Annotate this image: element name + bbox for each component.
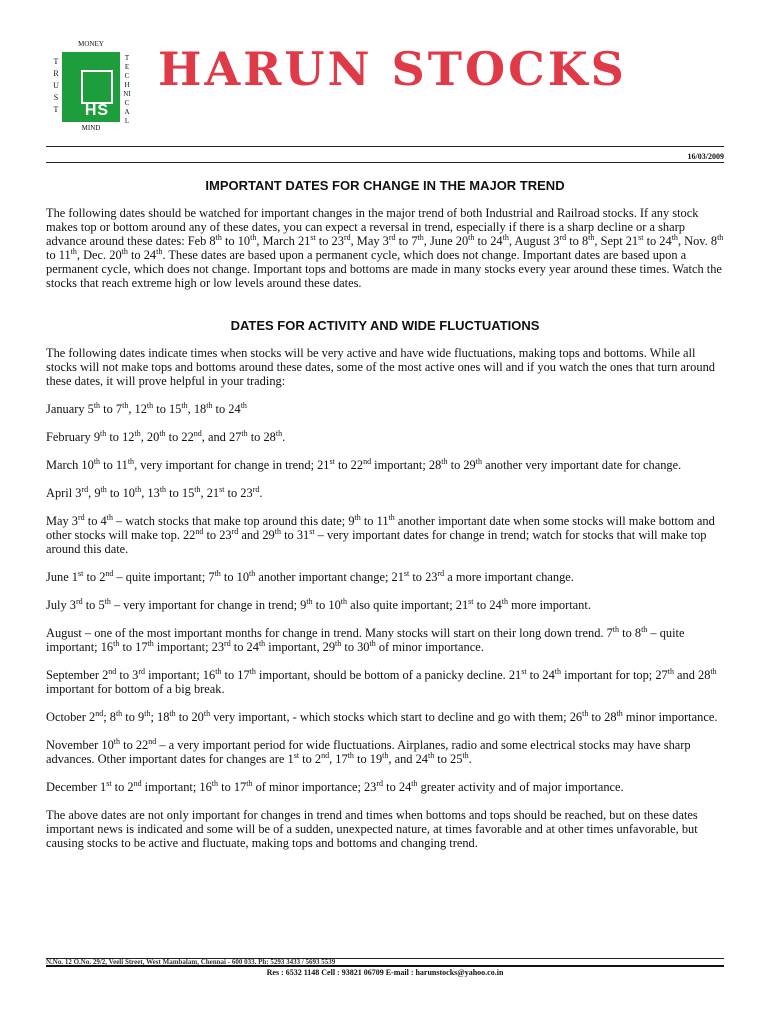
logo-green-block	[62, 52, 120, 122]
section1-body	[46, 206, 724, 304]
month-entry: September 2nd to 3rd important; 16th to 17th important, should be bottom of a panicky decline. 21st to 24th important for top; 27th and 28th important for bottom of a big break.	[46, 666, 717, 696]
header-divider-top	[46, 146, 724, 147]
brand-title: HARUN STOCKS	[158, 42, 627, 96]
section2-body	[46, 346, 724, 864]
month-entry: May 3rd to 4th – watch stocks that make top around this date; 9th to 11th another important date when some stocks will make bottom and other stocks will make top. 22nd to 23rd and 29th to 31st – very important dates for change in trend; watch for stocks that will make top around this date.	[46, 512, 715, 556]
footer-divider-bottom	[46, 965, 724, 967]
header-divider-bottom	[46, 162, 724, 163]
month-entry: December 1st to 2nd important; 16th to 17th of minor importance; 23rd to 24th greater activity and of major importance.	[46, 778, 624, 794]
month-entry: October 2nd; 8th to 9th; 18th to 20th very important, - which stocks which start to decline and go with them; 26th to 28th minor importance.	[46, 708, 718, 724]
month-list	[46, 402, 724, 794]
section2-intro: The following dates indicate times when stocks will be very active and have wide fluctuations, making tops and bottoms. While all stocks will not make tops and bottoms around these dates, some of the most active ones will and if you watch the ones that turn around these dates, it will prove helpful in your trading:	[46, 346, 715, 388]
section2-closing: The above dates are not only important for changes in trend and times when bottoms and tops should be reached, but on these dates important news is indicated and some will be of a sudden, unexpected nature, at times favorable and at other times unfavorable, but causing stocks to be active and fluctuate, making tops and bottoms and changing trend.	[46, 808, 698, 850]
logo-hs-text: HS	[84, 102, 110, 119]
month-entry: November 10th to 22nd – a very important period for wide fluctuations. Airplanes, radio and some electrical stocks may have sharp advances. Other important dates for changes are 1st to 2nd, 17th to 19th, and 24th to 25th.	[46, 736, 691, 766]
footer-address: N.No. 12 O.No. 29/2, Veeli Street, West Mambalam, Chennai - 600 033. Ph: 5293 3433 / 5693 5539	[46, 958, 336, 966]
logo-technical-text: TECHNICAL	[123, 54, 131, 125]
month-entry: June 1st to 2nd – quite important; 7th to 10th another important change; 21st to 23rd a more important change.	[46, 568, 574, 584]
month-entry: April 3rd, 9th to 10th, 13th to 15th, 21st to 23rd.	[46, 484, 263, 500]
month-entry: March 10th to 11th, very important for change in trend; 21st to 22nd important; 28th to 29th another very important date for change.	[46, 456, 682, 472]
month-entry: February 9th to 12th, 20th to 22nd, and 27th to 28th.	[46, 428, 286, 444]
logo-inner-box	[81, 70, 113, 104]
logo	[48, 40, 138, 136]
logo-trust-text: TRUST	[53, 57, 59, 114]
footer-contact: Res : 6532 1148 Cell : 93821 06709 E-mail : harunstocks@yahoo.co.in	[266, 968, 504, 977]
section2-heading: DATES FOR ACTIVITY AND WIDE FLUCTUATIONS	[230, 318, 540, 333]
month-entry: August – one of the most important months for change in trend. Many stocks will start on their long down trend. 7th to 8th – quite important; 16th to 17th important; 23rd to 24th important, 29th to 30th of minor importance.	[46, 624, 685, 654]
section1-paragraph: The following dates should be watched for important changes in the major trend of both Industrial and Railroad stocks. If any stock makes top or bottom around any of these dates, you can expect a reversal in trend, especially if there is a sharp decline or a sharp advance around these dates: Feb 8th to 10th, March 21st to 23rd, May 3rd to 7th, June 20th to 24th, August 3rd to 8th, Sept 21st to 24th, Nov. 8th to 11th, Dec. 20th to 24th. These dates are based upon a permanent cycle, which does not change. Important dates are based upon a permanent cycle, which does not change. Important tops and bottoms are made in many stocks every year around these times. Watch the stocks that reach extreme high or low levels around these dates.	[46, 206, 724, 290]
month-entry: January 5th to 7th, 12th to 15th, 18th to 24th	[46, 400, 247, 416]
section1-heading: IMPORTANT DATES FOR CHANGE IN THE MAJOR TREND	[205, 178, 565, 193]
month-entry: July 3rd to 5th – very important for change in trend; 9th to 10th also quite important; 21st to 24th more important.	[46, 596, 591, 612]
document-date: 16/03/2009	[687, 152, 724, 161]
logo-money-text: MONEY	[78, 40, 104, 48]
logo-mind-text: MIND	[81, 124, 101, 132]
